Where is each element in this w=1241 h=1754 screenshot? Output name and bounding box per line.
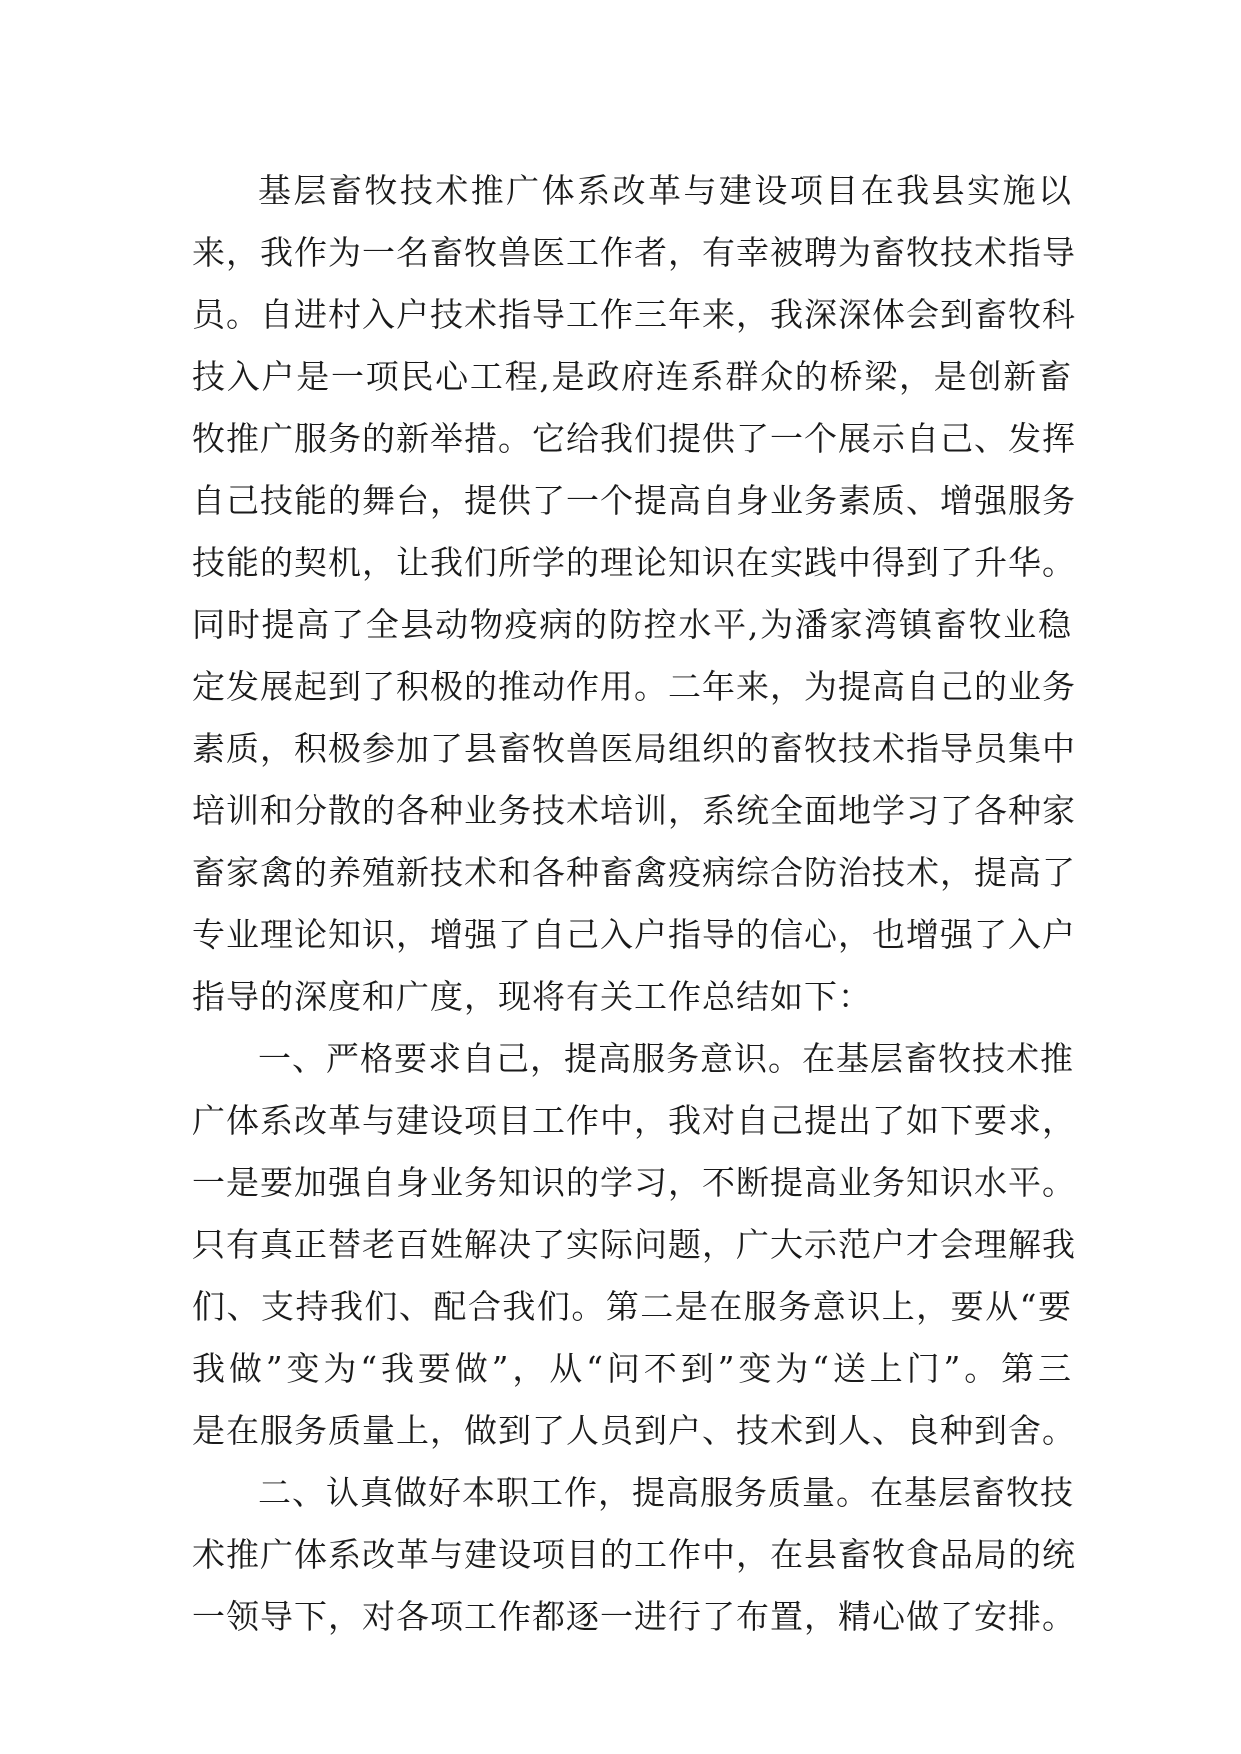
text-line: 技能的契机，让我们所学的理论知识在实践中得到了升华。 — [192, 543, 1076, 582]
text-line: 一是要加强自身业务知识的学习，不断提高业务知识水平。 — [192, 1163, 1076, 1202]
text-line: 专业理论知识，增强了自己入户指导的信心，也增强了入户 — [192, 915, 1076, 954]
text-line: 是在服务质量上，做到了人员到户、技术到人、良种到舍。 — [192, 1411, 1076, 1450]
text-line: 基层畜牧技术推广体系改革与建设项目在我县实施以 — [258, 171, 1072, 210]
text-line: 定发展起到了积极的推动作用。二年来，为提高自己的业务 — [192, 667, 1076, 706]
text-line: 术推广体系改革与建设项目的工作中，在县畜牧食品局的统 — [192, 1535, 1076, 1574]
text-line: 员。自进村入户技术指导工作三年来，我深深体会到畜牧科 — [192, 295, 1076, 334]
text-line: 自己技能的舞台，提供了一个提高自身业务素质、增强服务 — [192, 481, 1076, 520]
text-line: 们、支持我们、配合我们。第二是在服务意识上，要从“要 — [192, 1287, 1072, 1326]
text-line: 一、严格要求自己，提高服务意识。在基层畜牧技术推 — [258, 1039, 1074, 1078]
text-line: 素质，积极参加了县畜牧兽医局组织的畜牧技术指导员集中 — [192, 729, 1076, 768]
text-line: 培训和分散的各种业务技术培训，系统全面地学习了各种家 — [192, 791, 1076, 830]
document-body — [192, 160, 1076, 1648]
text-line: 同时提高了全县动物疫病的防控水平,为潘家湾镇畜牧业稳 — [192, 605, 1072, 644]
text-line: 广体系改革与建设项目工作中，我对自己提出了如下要求， — [192, 1101, 1076, 1140]
text-line: 技入户是一项民心工程,是政府连系群众的桥梁，是创新畜 — [192, 357, 1072, 396]
text-line: 我做”变为“我要做”，从“问不到”变为“送上门”。第三 — [192, 1349, 1072, 1388]
text-line: 只有真正替老百姓解决了实际问题，广大示范户才会理解我 — [192, 1225, 1076, 1264]
text-line: 牧推广服务的新举措。它给我们提供了一个展示自己、发挥 — [192, 419, 1076, 458]
text-line: 二、认真做好本职工作，提高服务质量。在基层畜牧技 — [258, 1473, 1074, 1512]
text-line: 指导的深度和广度，现将有关工作总结如下： — [192, 977, 872, 1016]
text-line: 一领导下，对各项工作都逐一进行了布置，精心做了安排。 — [192, 1597, 1076, 1636]
text-line: 畜家禽的养殖新技术和各种畜禽疫病综合防治技术，提高了 — [192, 853, 1076, 892]
text-line: 来，我作为一名畜牧兽医工作者，有幸被聘为畜牧技术指导 — [192, 233, 1076, 272]
